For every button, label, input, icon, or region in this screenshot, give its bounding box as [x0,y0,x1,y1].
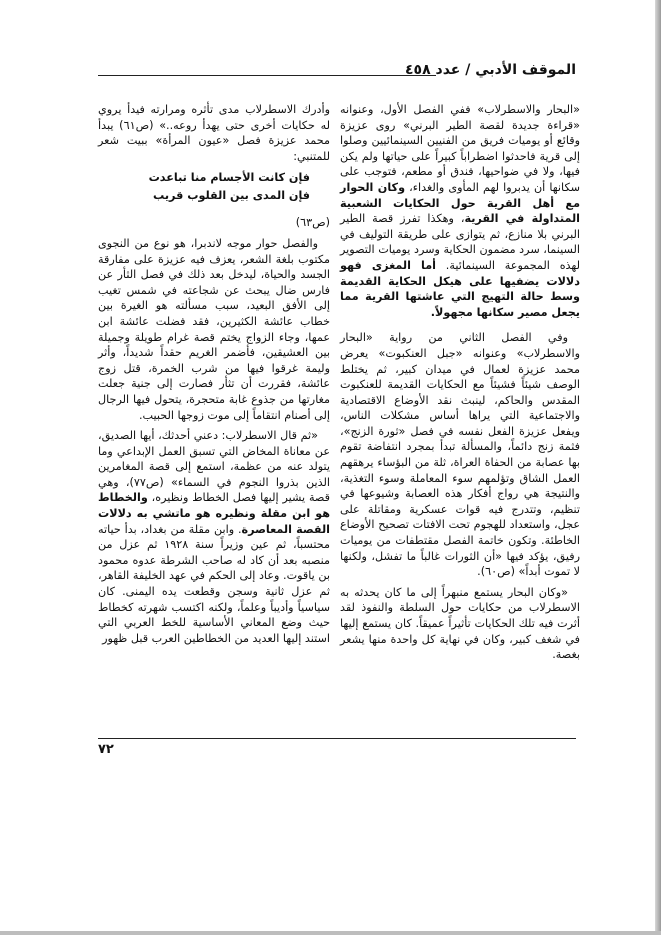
page-bottom-shadow [0,931,661,935]
citation: (ص٦٣) [295,216,330,230]
paragraph-5: والفصل حوار موجه لاندبرا، هو نوع من النجوى مكتوب بلغة الشعر، يعزف فيه عزيزة على مفارقة الجسد والحياة، ليدخل بعد ذلك في فصل الثأر عن فارس ضال يبحث عن شجاعته في شمس تغيب إلى الأفق البعيد، سبب مسألته هو الغيرة بين خطاب عائشة الكثيرين، فقد فضلت عائشة ابن عمها، وجاء الزواج يختم قصة غرام طويلة وجميلة بين العشيقين، فأضمر الغريم حقداً شديداً، وأثر وليمة غرقوا فيها من شرب الخمرة، قتل زوج عائشة، فقررت أن تثأر فصارت إلى جنية جعلت مغارتها من جذوع غابة متحجرة، يتحول فيها الرجال إلى أصنام انتقاماً إلى موت زوجها الحبيب. [98,236,330,422]
paragraph-1-text-b: ، وهكذا تفرز قصة الطير البرني بلا منازع، ثم يتوازى على طريقة التوليف في السينما، سرد مضمون الحكاية وسرد يوميات التصوير لهذه المجموعة السينمائية. [340,212,580,272]
paragraph-6-text-a: «ثم قال الاسطرلاب: دعني أحدثك، أيها الصديق، عن معاناة المخاض التي تسبق العمل الإبداعي وما يتولد عنه من عظمة، استمع إلى قصة المغامرين الذين بذروا النجوم في السماء» (ص٧٧)، وهي قصة يشير إليها فصل الخطاط ونظيره، [98,429,330,505]
journal-title: الموقف الأدبي / عدد ٤٥٨ [405,62,576,78]
paragraph-3: «وكان البحار يستمع منبهراً إلى ما كان يحدثه به الاسطرلاب من حكايات حول السلطة والنفوذ لقد أثرت فيه تلك الحكايات تأثيراً عميقاً. كان يستمع إليها في شغف كبير، وكان في نهاية كل واحدة منها يشعر بغصة. [340,585,580,662]
poem-verse [98,169,330,205]
paragraph-1 [340,102,580,320]
page-number: ٧٢ [98,742,114,757]
paragraph-6-bold: والخطاط هو ابن مقلة ونظيره هو ماتشي به دلالات القصة المعاصرة [98,491,331,536]
verse-line-2: فإن المدى بين القلوب قريب [153,189,310,203]
paragraph-1-bold-a: وكان الحوار مع أهل القرية حول الحكايات الشعبية المتداولة في القرية [340,180,580,226]
paragraph-4: وأدرك الاسطرلاب مدى تأثره ومرارته فيدأ يروي له حكايات أخرى حتى يهدأ روعه..» (ص٦١) يبدأ محمد عزيزة فصل «عيون المرأة» ببيت شعر للمتنبي: [98,103,330,163]
left-column [98,102,330,651]
paragraph-2: وفي الفصل الثاني من رواية «البحار والاسطرلاب» وعنوانه «جبل العنكبوت» يعرض محمد عزيزة لعمال في ميدان كبير، ثم يختلط الوصف شيئاً فشيئاً مع الحكايات القديمة للعنكبوت المقدس والحاكم، لينبث نقد الأوضاع الاقتصادية والاجتماعية التي يراها أساس مشكلات الناس، ويفعل عزيزة الفعل نفسه في فصل «ثورة الزنج»، فثمة زنج دائماً، والمسألة تبدأ بمجرد انتفاضة تقوم بها عصابة من الحفاة العراة، ثلة من البؤساء يرهقهم العمل الشاق وتؤلمهم سوء المعاملة وسوء التغذية، والنتيجة هي رواج أفكار هذه العصابة وشيوعها في تنظيم، وتتدرج فيه قوات عسكرية ومقاتلة على عجل، واستعداد للهجوم تحت الافتات تصحيح الأوضاع الخاطئة. وتكون خاتمة الفصل مقتطفات من يوميات رفيق، يؤكد فيها «أن الثورات غالباً ما تفشل، ولكنها لا تموت أبداً» (ص٦٠). [340,331,580,579]
right-column [340,102,580,668]
footer-rule [98,738,576,739]
page-edge-shadow [655,0,661,935]
paragraph-1-text-a: «البحار والاسطرلاب» ففي الفصل الأول، وعنوانه «قراءة جديدة لقصة الطير البرني» روى عزيزة وقائع أو يوميات فريق من الفنيين السينمائيين وصلوا إلى قرية فاحدثوا اضطراباً كبيراً على حياتها ولم يكن فيها، ولا في ضواحيها، فندق أو مطعم، فتوجب على سكانها أن يدبروا لهم المأوى والغداء، [340,103,580,194]
paragraph-6-text-b: . وابن مقلة من بغداد، بدأ حياته محتسباً، ثم عين وزيراً سنة ١٩٢٨ ثم عزل من منصبه بعد أن كاد له صاحب الشرطة عدوه محمود بن ياقوت. وعاد إلى الحكم في عهد الخليفة القاهر، ثم عزل ثانية وسجن وقطعت يده اليمنى. كان سياسياً وأديباً وعلماً، ولكنه اكتسب شهرته كخطاط حيث وضع المعاني الأساسية للخط العربي التي استند إليها العديد من الخطاطين العرب قبل ظهور [98,522,330,645]
paragraph-6 [98,428,330,646]
running-header [98,62,576,84]
verse-line-1: فإن كانت الأجسام منا تباعدت [148,171,310,185]
header-rule [98,75,436,76]
paragraph-1-bold-b: أما المغزى فهو دلالات يضفيها على هيكل الحكاية القديمة وسط حالة التهيج التي عاشتها القرية مما يجعل مصير سكانها مجهولاً. [340,258,580,319]
